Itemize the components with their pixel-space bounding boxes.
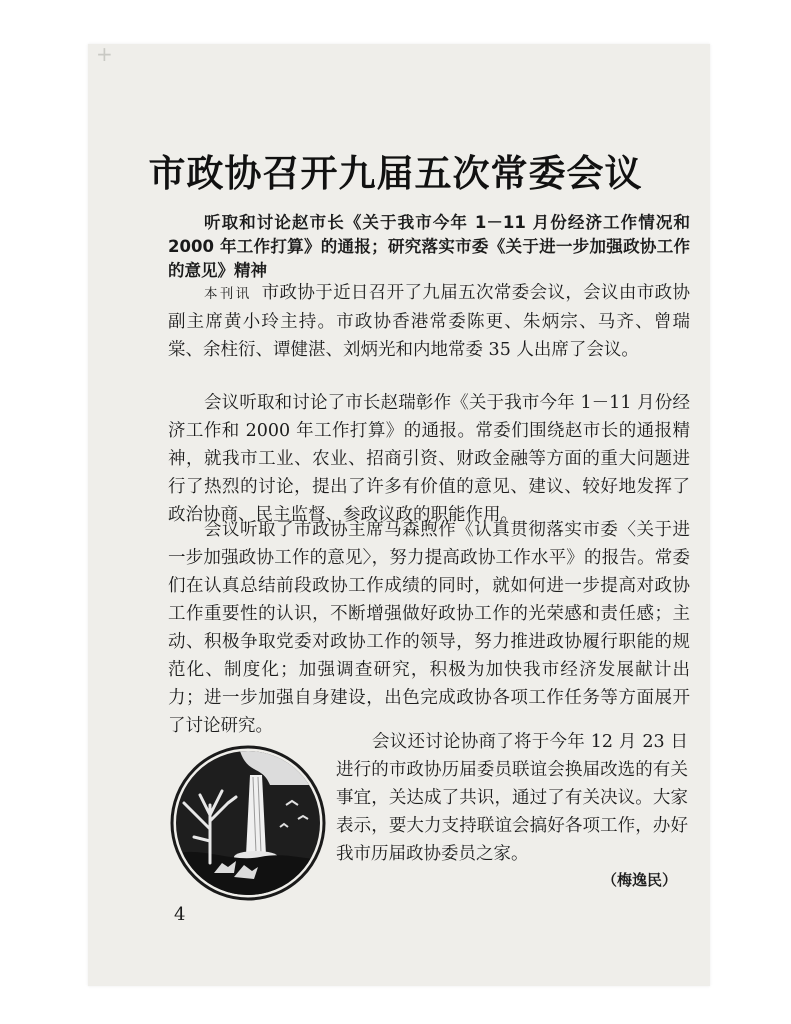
article-subtitle: 听取和讨论赵市长《关于我市今年 1－11 月份经济工作情况和 2000 年工作打算》的通报；研究落实市委《关于进一步加强政协工作的意见》精神 xyxy=(168,213,690,280)
paragraph-1 xyxy=(168,279,690,364)
crop-mark: + xyxy=(96,42,113,66)
author-byline: （梅逸民） xyxy=(601,871,677,889)
article-title: 市政协召开九届五次常委会议 xyxy=(148,152,643,195)
paragraph-3: 会议听取了市政协主席马森煦作《认真贯彻落实市委〈关于进一步加强政协工作的意见〉，努力提高政协工作水平》的报告。常委们在认真总结前段政协工作成绩的同时，就如何进一步提高对政协工作重要性的认识，不断增强做好政协工作的光荣感和责任感；主动、积极争取党委对政协工作的领导，努力推进政协履行职能的规范化、制度化；加强调查研究，积极为加快我市经济发展献计出力；进一步加强自身建设，出色完成政协各项工作任务等方面展开了讨论研究。 xyxy=(168,520,690,736)
paragraph-1-text: 市政协于近日召开了九届五次常委会议，会议由市政协副主席黄小玲主持。市政协香港常委陈更、朱炳宗、马齐、曾瑞棠、余柱衍、谭健湛、刘炳光和内地常委 35 人出席了会议。 xyxy=(168,283,691,360)
paragraph-4: 会议还讨论协商了将于今年 12 月 23 日进行的市政协历届委员联谊会换届改选的有关事宜，关达成了共识，通过了有关决议。大家表示，要大力支持联谊会搞好各项工作，办好我市历届政协委员之家。 xyxy=(336,732,688,864)
waterfall-landscape-emblem-icon xyxy=(170,745,326,901)
page-number: 4 xyxy=(174,904,186,925)
paragraph-2: 会议听取和讨论了市长赵瑞彰作《关于我市今年 1－11 月份经济工作和 2000 年工作打算》的通报。常委们围绕赵市长的通报精神，就我市工业、农业、招商引资、财政金融等方面的重大问题进行了热烈的讨论，提出了许多有价值的意见、建议、较好地发挥了政治协商、民主监督、参政议政的职能作用。 xyxy=(168,393,690,525)
dateline: 本刊讯 xyxy=(204,286,252,302)
